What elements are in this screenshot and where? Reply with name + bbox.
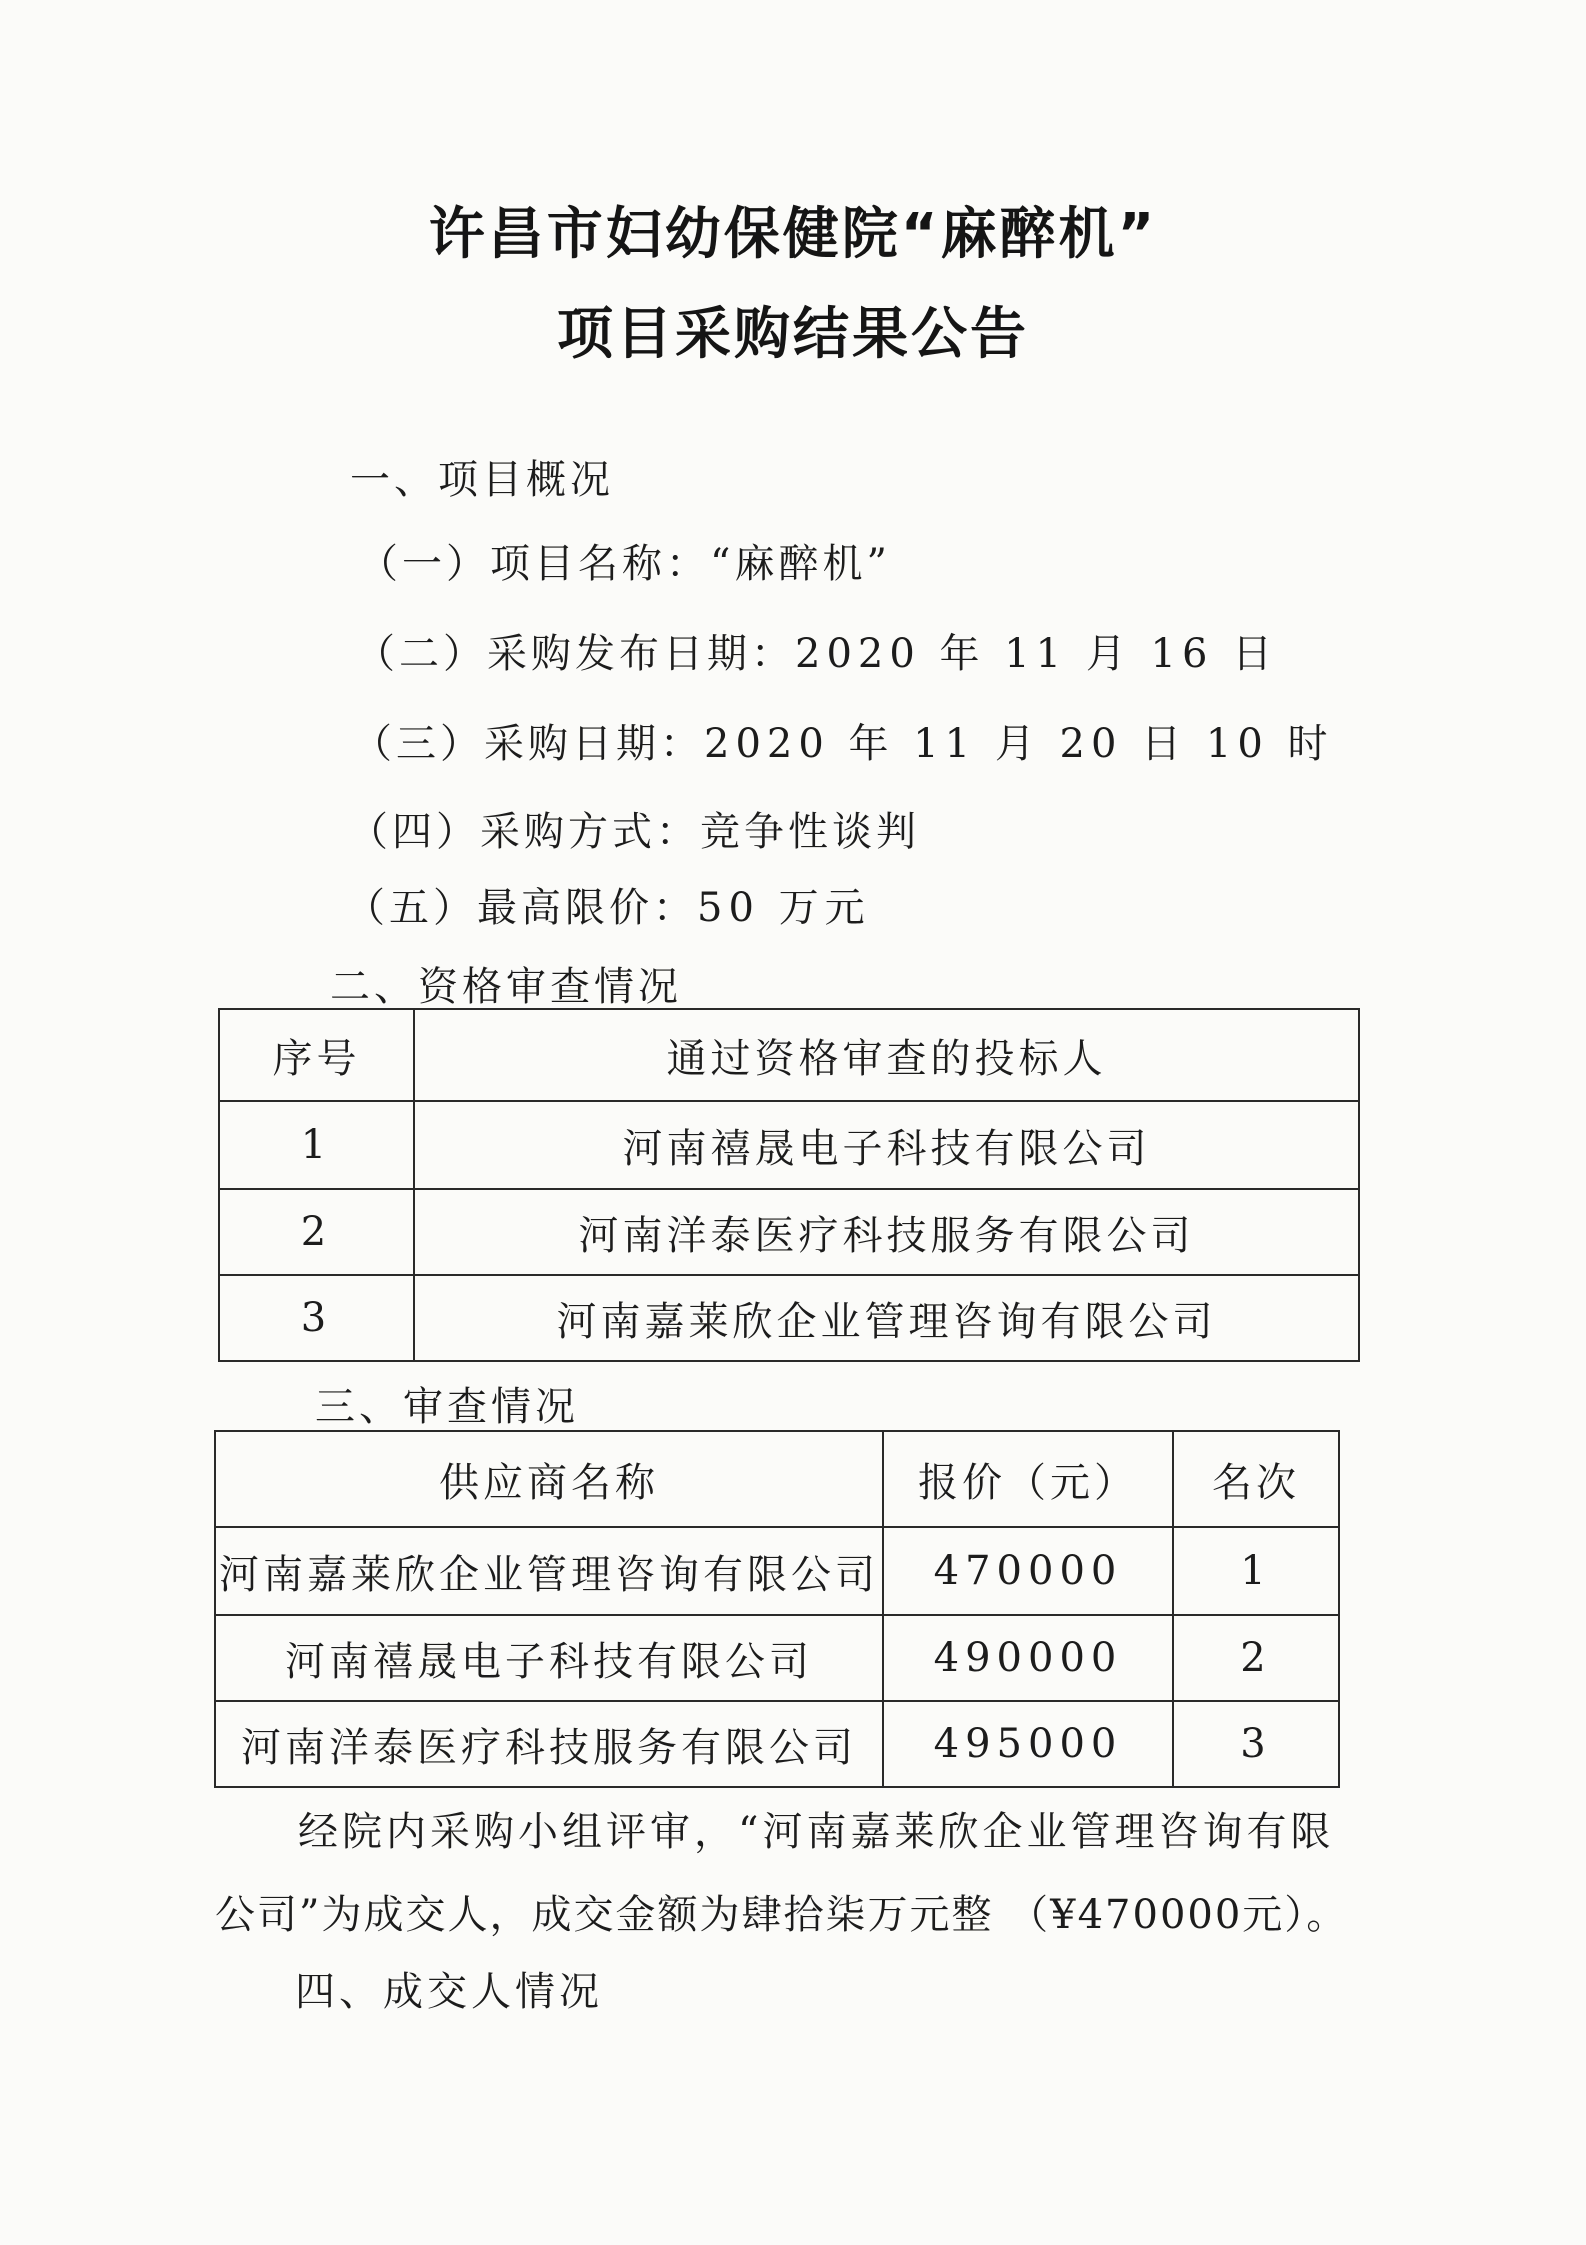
header-rank: 名次 [1173,1431,1339,1527]
project-name-label: （一）项目名称： [358,541,710,587]
row-seq: 3 [219,1275,414,1361]
project-name-value: “麻醉机” [710,541,891,587]
row-rank: 2 [1173,1615,1339,1701]
header-seq: 序号 [219,1009,414,1101]
max-price-value: 50 万元 [697,885,871,931]
header-price: 报价（元） [883,1431,1173,1527]
section1-heading: 一、项目概况 [350,457,614,503]
purchase-date-line [352,712,1334,769]
table-row [215,1615,1339,1701]
project-name-line [358,532,891,589]
section4-heading: 四、成交人情况 [295,1969,603,2015]
row-price: 490000 [883,1615,1173,1701]
max-price-label: （五）最高限价： [345,885,697,931]
section2-heading: 二、资格审查情况 [330,964,682,1010]
publish-date-line [355,622,1278,679]
row-supplier: 河南禧晟电子科技有限公司 [215,1615,883,1701]
purchase-method-value: 竞争性谈判 [700,809,920,855]
document-title-line2: 项目采购结果公告 [557,302,1029,367]
row-bidder: 河南禧晟电子科技有限公司 [414,1101,1359,1189]
header-supplier: 供应商名称 [215,1431,883,1527]
table-row [215,1701,1339,1787]
row-seq: 1 [219,1101,414,1189]
row-seq: 2 [219,1189,414,1275]
row-supplier: 河南洋泰医疗科技服务有限公司 [215,1701,883,1787]
publish-date-value: 2020 年 11 月 16 日 [795,631,1279,677]
header-bidder: 通过资格审查的投标人 [414,1009,1359,1101]
purchase-date-label: （三）采购日期： [352,721,704,767]
purchase-method-line [348,800,920,857]
row-price: 470000 [883,1527,1173,1615]
publish-date-label: （二）采购发布日期： [355,631,795,677]
table-row [215,1527,1339,1615]
row-bidder: 河南洋泰医疗科技服务有限公司 [414,1189,1359,1275]
table-header-row [215,1431,1339,1527]
row-supplier: 河南嘉莱欣企业管理咨询有限公司 [215,1527,883,1615]
row-rank: 3 [1173,1701,1339,1787]
table-row [219,1275,1359,1361]
max-price-line [345,876,871,933]
qualification-table [218,1008,1360,1362]
row-bidder: 河南嘉莱欣企业管理咨询有限公司 [414,1275,1359,1361]
conclusion-line1: 经院内采购小组评审，“河南嘉莱欣企业管理咨询有限 [298,1809,1335,1855]
row-price: 495000 [883,1701,1173,1787]
purchase-date-value: 2020 年 11 月 20 日 10 时 [704,721,1334,767]
row-rank: 1 [1173,1527,1339,1615]
purchase-method-label: （四）采购方式： [348,809,700,855]
table-row [219,1101,1359,1189]
table-header-row [219,1009,1359,1101]
section3-heading: 三、审查情况 [315,1384,579,1430]
review-table [214,1430,1340,1788]
conclusion-line2: 公司”为成交人，成交金额为肆拾柒万元整 （¥470000元）。 [215,1892,1349,1938]
document-title-line1: 许昌市妇幼保健院“麻醉机” [428,202,1158,267]
table-row [219,1189,1359,1275]
